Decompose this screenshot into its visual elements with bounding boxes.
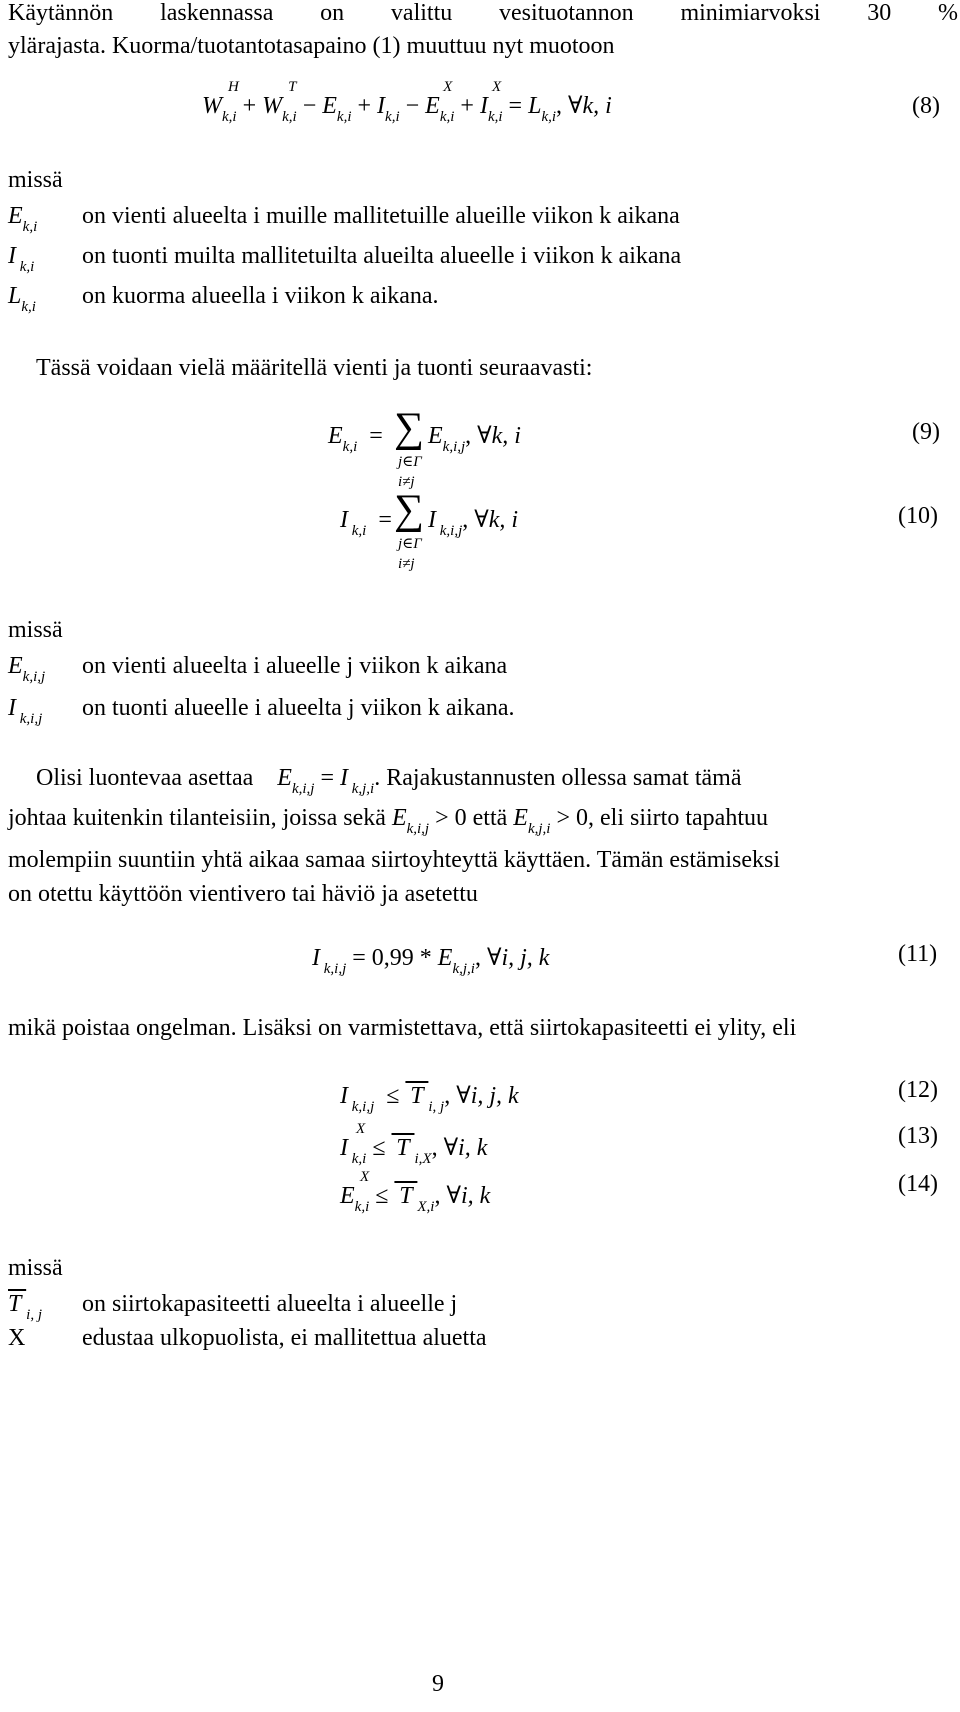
paragraph-3-line-2: [8, 805, 768, 837]
inline-eq-E-equals-I: $E_{k,i,j} = I$ $_{k,j,i}$: [277, 765, 375, 797]
definitions-heading: missä: [8, 617, 63, 643]
paragraph-3-line-4: on otettu käyttöön vientivero tai häviö ja asetettu: [8, 881, 478, 907]
definitions-heading: missä: [8, 1255, 63, 1281]
equation-number-10: (10): [898, 503, 938, 529]
equation-number-14: (14): [898, 1171, 938, 1197]
definition-T-ij: on siirtokapasiteetti alueelta i alueelle j: [82, 1291, 458, 1317]
page-number: 9: [432, 1671, 444, 1697]
definition-E-ki: on vienti alueelta i muille mallitetuille alueille viikon k aikana: [82, 203, 680, 229]
equation-13: I X $_{k,i}$ ≤ T $_{i,X}$, ∀i, k: [340, 1121, 488, 1167]
sum-symbol: ∑: [394, 487, 424, 533]
intro-line-2: ylärajasta. Kuorma/tuotantotasapaino (1) muuttuu nyt muotoon: [8, 33, 615, 59]
sum-condition: i≠j: [398, 474, 415, 490]
equation-number-11: (11): [898, 941, 938, 967]
para3-text-a: Olisi luontevaa asettaa: [36, 765, 254, 791]
equation-number-13: (13): [898, 1123, 938, 1149]
equation-number-8: (8): [912, 93, 940, 119]
intro-line-1: Käytännön laskennassa on valittu vesituotannon minimiarvoksi 30 %: [8, 0, 958, 26]
sum-index-j: j∈Γ: [398, 454, 422, 470]
definition-I-kij: on tuonti alueelle i alueelta j viikon k aikana.: [82, 695, 515, 721]
paragraph-3-line-3: molempiin suuntiin yhtä aikaa samaa siirtoyhteyttä käyttäen. Tämän estämiseksi: [8, 847, 781, 873]
symbol-T-ij: T $_{i, j}$: [8, 1291, 42, 1323]
definitions-heading: missä: [8, 167, 63, 193]
sum-condition: i≠j: [398, 556, 415, 572]
equation-number-9: (9): [912, 419, 940, 445]
equation-8: W H $_{k,i}$ + W T $_{k,i} - E_{k,i} + I_{k,i} - E$ X $_{k,i}$ + I X $_{k,i} = L_{k,i}$, ∀k, i: [202, 79, 612, 125]
equation-number-12: (12): [898, 1077, 938, 1103]
equation-14: E X $_{k,i}$ ≤ T $_{X,i}$, ∀i, k: [340, 1169, 491, 1215]
symbol-I-ki: I $_{k,i}$: [8, 243, 35, 275]
equation-11: I $_{k,i,j} = 0,99 * E_{k,j,i}$, ∀i, j, k: [312, 945, 550, 977]
para3-text-e: , eli siirto tapahtuu: [588, 805, 768, 831]
equation-10-rhs: I $_{k,i,j}$, ∀k, i: [428, 507, 519, 539]
definition-L-ki: on kuorma alueella i viikon k aikana.: [82, 283, 439, 309]
sum-index-j: j∈Γ: [398, 536, 422, 552]
symbol-I-kij: I $_{k,i,j}$: [8, 695, 43, 727]
paragraph-3-line-1: [36, 765, 742, 797]
equation-9-lhs: $E_{k,i}$ =: [328, 423, 383, 455]
inline-eq-E-kji-positive: $E_{k,j,i} > 0$: [513, 805, 589, 837]
definition-E-kij: on vienti alueelta i alueelle j viikon k aikana: [82, 653, 508, 679]
definition-I-ki: on tuonti muilta mallitetuilta alueilta alueelle i viikon k aikana: [82, 243, 682, 269]
symbol-E-kij: $E_{k,i,j}$: [8, 653, 46, 685]
para3-text-c: johtaa kuitenkin tilanteisiin, joissa sekä: [8, 805, 386, 831]
paragraph-2: Tässä voidaan vielä määritellä vienti ja tuonti seuraavasti:: [36, 355, 593, 381]
equation-12: I $_{k,i,j}$ ≤ T $_{i, j}$, ∀i, j, k: [340, 1083, 519, 1115]
paragraph-4: mikä poistaa ongelman. Lisäksi on varmistettava, että siirtokapasiteetti ei ylity, eli: [8, 1015, 797, 1041]
sum-symbol: ∑: [394, 405, 424, 451]
inline-eq-E-kij-positive: $E_{k,i,j} > 0$: [391, 805, 467, 837]
para3-text-d: että: [472, 805, 508, 831]
symbol-X: X: [8, 1325, 26, 1351]
equation-10-lhs: I $_{k,i}$ =: [340, 507, 392, 539]
equation-9-rhs: $E_{k,i,j}$, ∀k, i: [428, 423, 521, 455]
symbol-E-ki: $E_{k,i}$: [8, 203, 38, 235]
para3-text-b: . Rajakustannusten ollessa samat tämä: [374, 765, 742, 791]
symbol-L-ki: $L_{k,i}$: [8, 283, 36, 315]
definition-X: edustaa ulkopuolista, ei mallitettua aluetta: [82, 1325, 487, 1351]
